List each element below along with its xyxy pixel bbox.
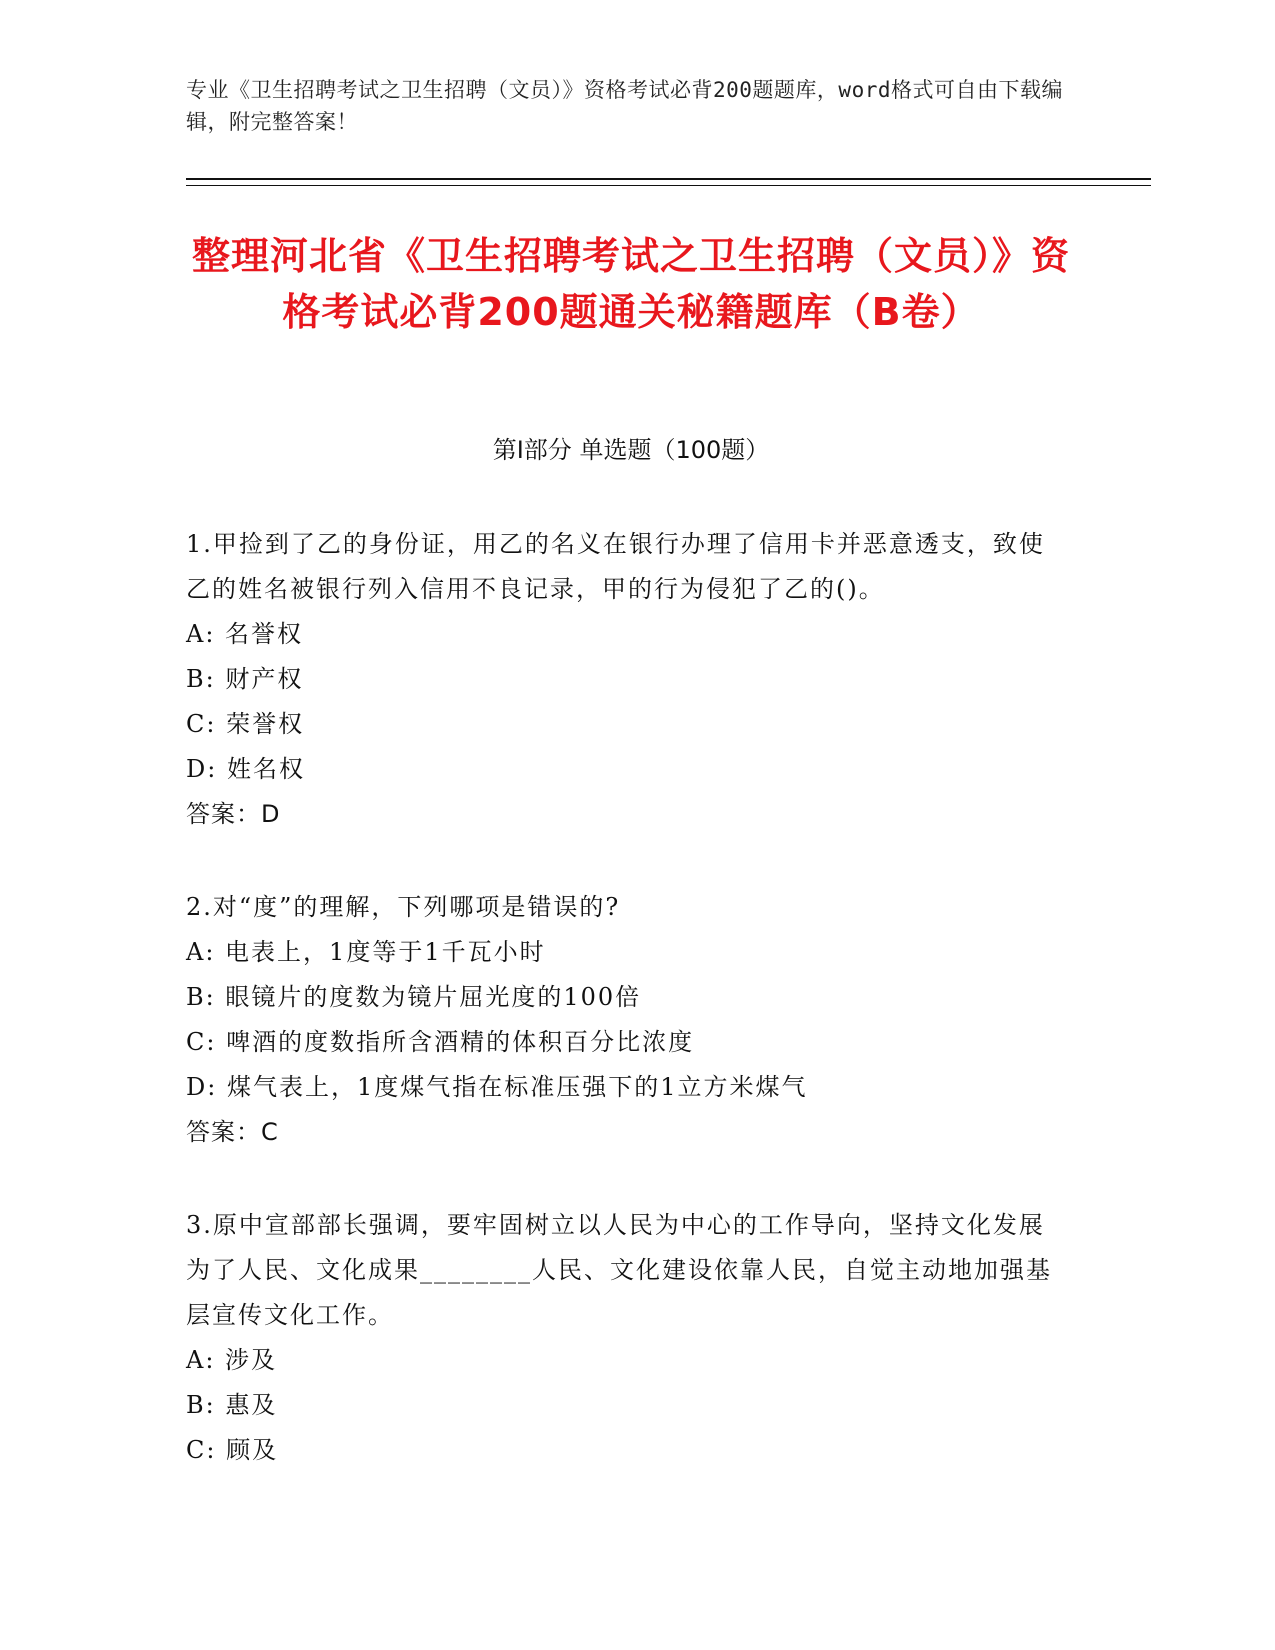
answer: 答案：D — [186, 800, 281, 828]
question-3 — [186, 1203, 1066, 1473]
option-c: C: 啤酒的度数指所含酒精的体积百分比浓度 — [186, 1028, 695, 1056]
option-a: A: 电表上，1度等于1千瓦小时 — [186, 938, 546, 966]
option-c: C: 顾及 — [186, 1436, 279, 1464]
document-title: 整理河北省《卫生招聘考试之卫生招聘（文员）》资格考试必背200题通关秘籍题库（B卷） — [191, 234, 1070, 334]
option-b: B: 眼镜片的度数为镜片屈光度的100倍 — [186, 983, 642, 1011]
question-text: 1.甲捡到了乙的身份证，用乙的名义在银行办理了信用卡并恶意透支，致使乙的姓名被银行列入信用不良记录，甲的行为侵犯了乙的()。 — [186, 530, 1045, 603]
question-list — [186, 522, 1066, 1521]
header-note: 专业《卫生招聘考试之卫生招聘（文员）》资格考试必背200题题库，word格式可自由下载编辑，附完整答案！ — [186, 78, 1063, 134]
header-divider-thin — [186, 185, 1151, 186]
header-divider-thick — [186, 178, 1151, 180]
question-text: 2.对“度”的理解，下列哪项是错误的? — [186, 893, 621, 921]
option-b: B: 财产权 — [186, 665, 304, 693]
section-title: 第Ⅰ部分 单选题（100题） — [492, 436, 770, 464]
answer: 答案：C — [186, 1118, 279, 1146]
option-d: D: 煤气表上，1度煤气指在标准压强下的1立方米煤气 — [186, 1073, 808, 1101]
option-d: D: 姓名权 — [186, 755, 305, 783]
option-a: A: 名誉权 — [186, 620, 304, 648]
option-c: C: 荣誉权 — [186, 710, 305, 738]
question-text: 3.原中宣部部长强调，要牢固树立以人民为中心的工作导向，坚持文化发展为了人民、文化成果________人民、文化建设依靠人民，自觉主动地加强基层宣传文化工作。 — [186, 1211, 1052, 1329]
question-2 — [186, 885, 1066, 1155]
question-1 — [186, 522, 1066, 837]
option-b: B: 惠及 — [186, 1391, 278, 1419]
option-a: A: 涉及 — [186, 1346, 278, 1374]
